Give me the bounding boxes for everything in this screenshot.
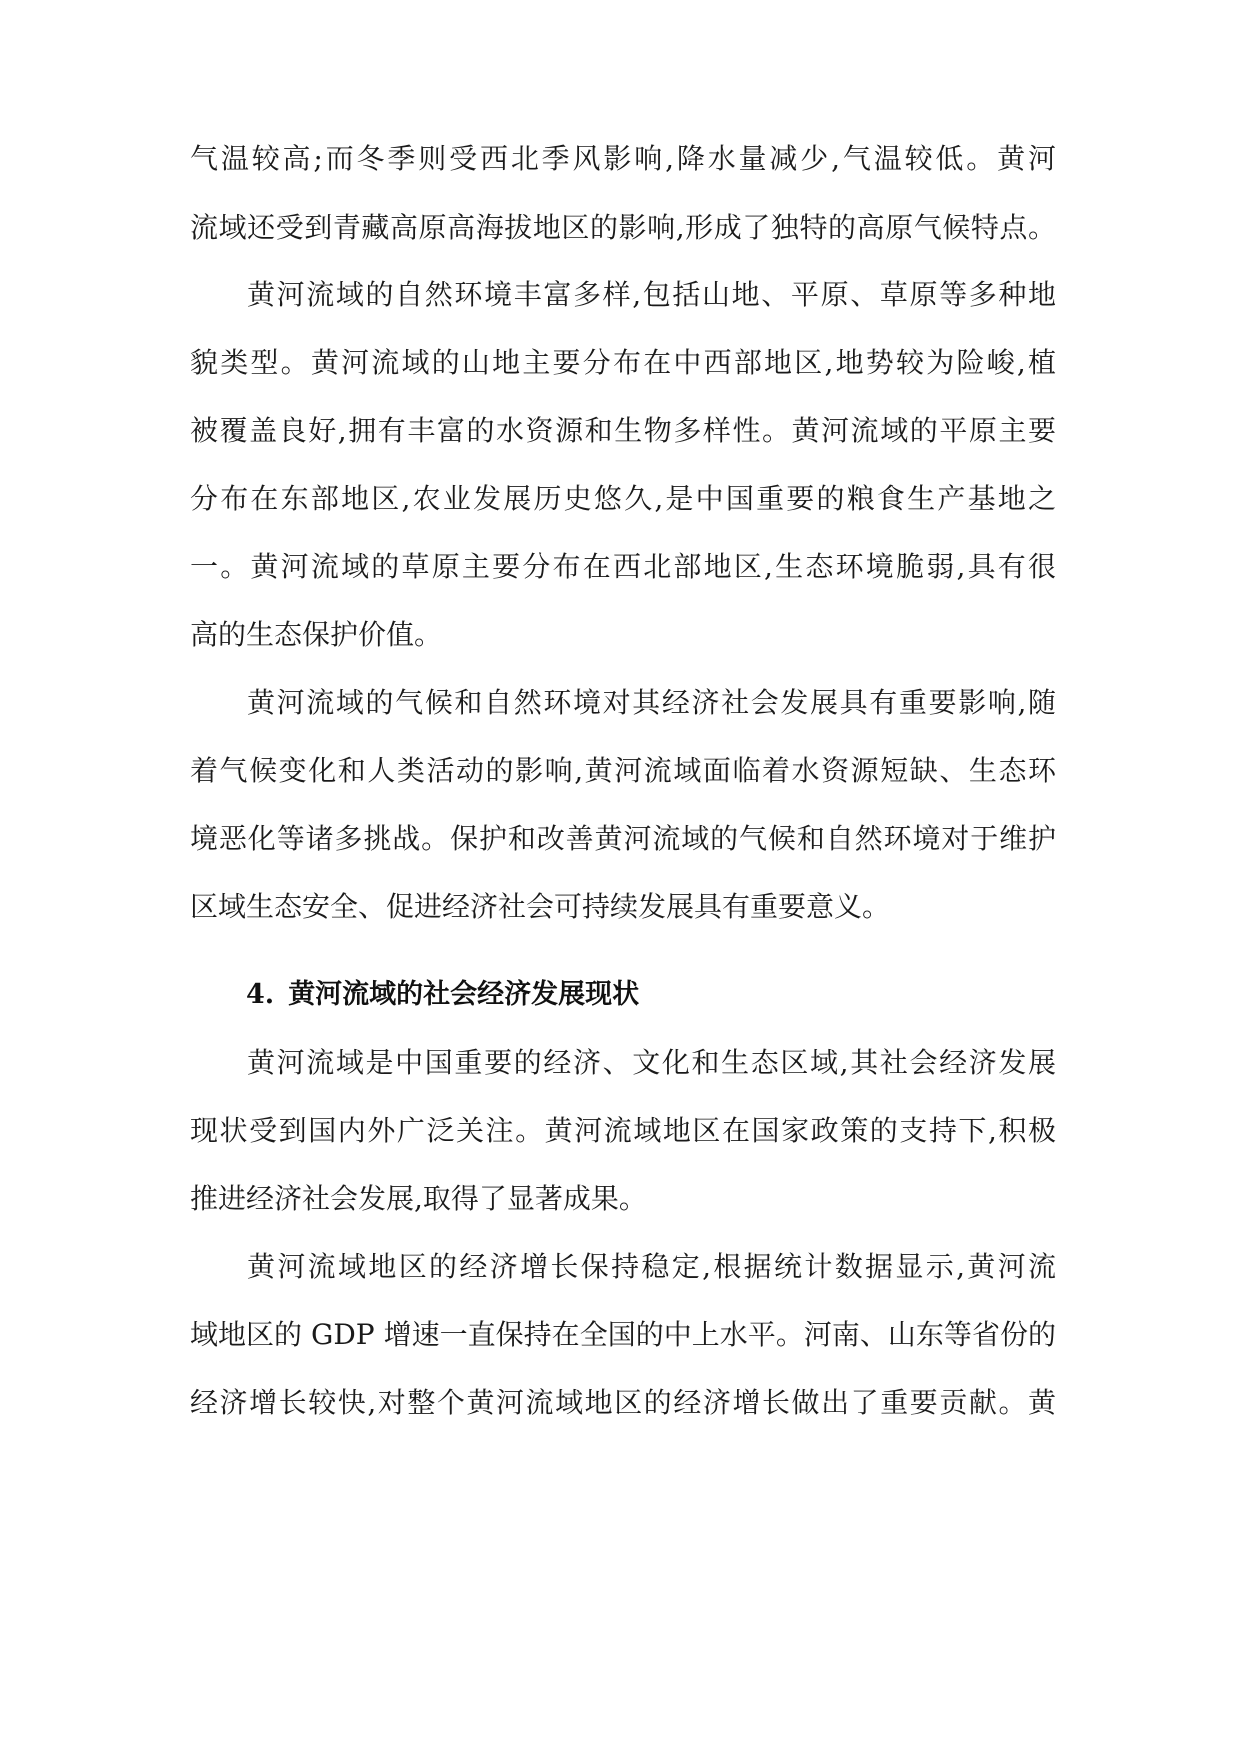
paragraph-2-line-4: 分布在东部地区,农业发展历史悠久,是中国重要的粮食生产基地之 xyxy=(190,482,1056,515)
paragraph-3-line-2: 着气候变化和人类活动的影响,黄河流域面临着水资源短缺、生态环 xyxy=(190,754,1056,787)
paragraph-3-line-4: 区域生态安全、促进经济社会可持续发展具有重要意义。 xyxy=(190,890,891,923)
section-heading xyxy=(246,975,639,1015)
paragraph-2-line-2: 貌类型。黄河流域的山地主要分布在中西部地区,地势较为险峻,植 xyxy=(190,346,1056,379)
paragraph-1-line-1: 气温较高;而冬季则受西北季风影响,降水量减少,气温较低。黄河 xyxy=(190,142,1056,175)
paragraph-2-line-5: 一。黄河流域的草原主要分布在西北部地区,生态环境脆弱,具有很 xyxy=(190,550,1056,583)
paragraph-3-line-1: 黄河流域的气候和自然环境对其经济社会发展具有重要影响,随 xyxy=(247,686,1056,719)
paragraph-2-line-1: 黄河流域的自然环境丰富多样,包括山地、平原、草原等多种地 xyxy=(247,278,1056,311)
paragraph-3-line-3: 境恶化等诸多挑战。保护和改善黄河流域的气候和自然环境对于维护 xyxy=(190,822,1056,855)
paragraph-4-line-1: 黄河流域是中国重要的经济、文化和生态区域,其社会经济发展 xyxy=(247,1046,1056,1079)
section-number: 4. xyxy=(246,979,275,1010)
paragraph-1-line-2: 流域还受到青藏高原高海拔地区的影响,形成了独特的高原气候特点。 xyxy=(190,211,1056,244)
document-page xyxy=(190,0,1056,1754)
paragraph-5-line-2: 域地区的 GDP 增速一直保持在全国的中上水平。河南、山东等省份的 xyxy=(190,1318,1056,1351)
paragraph-4-line-3: 推进经济社会发展,取得了显著成果。 xyxy=(190,1182,647,1215)
paragraph-5-line-1: 黄河流域地区的经济增长保持稳定,根据统计数据显示,黄河流 xyxy=(247,1250,1056,1283)
paragraph-2-line-6: 高的生态保护价值。 xyxy=(190,618,443,651)
paragraph-5-line-3: 经济增长较快,对整个黄河流域地区的经济增长做出了重要贡献。黄 xyxy=(190,1386,1056,1419)
paragraph-2-line-3: 被覆盖良好,拥有丰富的水资源和生物多样性。黄河流域的平原主要 xyxy=(190,414,1056,447)
paragraph-4-line-2: 现状受到国内外广泛关注。黄河流域地区在国家政策的支持下,积极 xyxy=(190,1114,1056,1147)
section-title: 黄河流域的社会经济发展现状 xyxy=(288,979,640,1010)
